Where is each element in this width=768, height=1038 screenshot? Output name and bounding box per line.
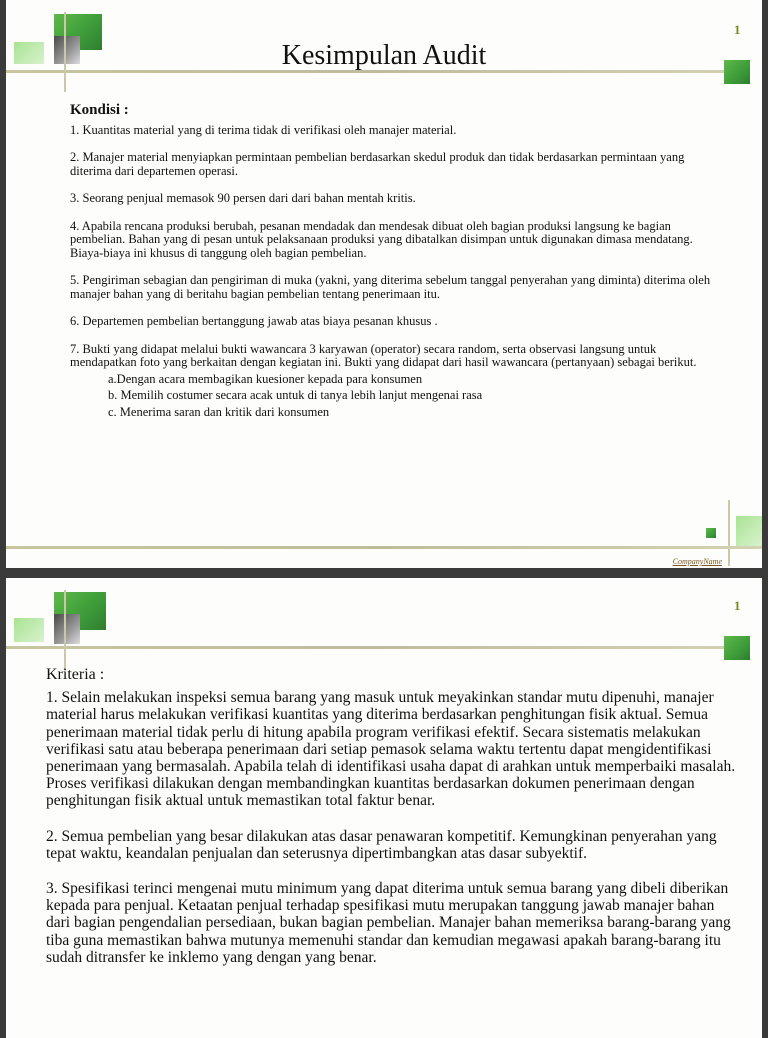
list-item: 1. Kuantitas material yang di terima tidak di verifikasi oleh manajer material.	[70, 122, 457, 137]
list-item: 6. Departemen pembelian bertanggung jawab atas biaya pesanan khusus .	[70, 314, 438, 328]
footer-rule	[6, 546, 762, 549]
page-number: 1	[734, 22, 741, 37]
decor-square-grey	[54, 614, 80, 644]
slide-kriteria	[6, 578, 762, 1038]
list-item: 5. Pengiriman sebagian dan pengiriman di muka (yakni, yang diterima sebelum tanggal penyerahan yang diminta) diterima oleh manajer bahan yang di beritahu bagian pembelian tentang penerimaan itu.	[70, 273, 711, 301]
footer-vertical-rule	[728, 500, 730, 566]
header-vertical-rule	[64, 590, 66, 670]
slide-kesimpulan-audit	[6, 0, 762, 568]
list-item: 7. Bukti yang didapat melalui bukti wawancara 3 karyawan (operator) secara random, serta observasi langsung untuk mendapatkan foto yang berkaitan dengan kegiatan ini. Bukti yang didapat dari hasil wawancara (pertanyaan) sebagai berikut.	[70, 341, 697, 369]
decor-square-bottom-light	[736, 516, 762, 546]
sub-item: a.Dengan acara membagikan kuesioner kepada para konsumen	[108, 371, 423, 386]
page-number: 1	[734, 598, 741, 613]
sub-item: b. Memilih costumer secara acak untuk di tanya lebih lanjut mengenai rasa	[108, 388, 483, 402]
list-item: 1. Selain melakukan inspeksi semua barang yang masuk untuk meyakinkan standar mutu dipenuhi, manajer material harus melakukan verifikasi kuantitas yang diterima berdasarkan penghitungan fisik aktual. Semua penerimaan material tidak perlu di hitung apabila program verifikasi efektif. Secara sistematis melakukan verifikasi satu atau beberapa penerimaan dari setiap pemasok selama waktu tertentu dapat mengidentifikasi penerimaan yang bermasalah. Apabila telah di identifikasi usaha dapat di arahkan untuk memperbaiki masalah. Proses verifikasi dilakukan dengan membandingkan kuantitas berdasarkan dokumen penerimaan dengan penghitungan fisik aktual untuk memastikan total faktur benar.	[46, 689, 736, 810]
section-heading: Kondisi :	[70, 102, 129, 118]
list-item: 3. Spesifikasi terinci mengenai mutu minimum yang dapat diterima untuk semua barang yang dibeli diberikan kepada para penjual. Ketaatan penjual terhadap spesifikasi mutu merupakan tanggung jawab manajer bahan dari bagian pengendalian persediaan, bukan bagian pembelian. Manajer bahan memeriksa barang-barang yang tiba guna memastikan bahwa mutunya memenuhi standar dan kemudian megawasi apakah barang-barang itu sudah ditransfer ke inklemo yang dengan yang benar.	[46, 880, 731, 966]
decor-square-bottom-small	[706, 528, 716, 538]
list-item: 2. Semua pembelian yang besar dilakukan atas dasar penawaran kompetitif. Kemungkinan penyerahan yang tepat waktu, keandalan penjualan dan seterusnya dipertimbangkan atas dasar subyektif.	[46, 827, 717, 862]
decor-square-right	[724, 636, 750, 660]
footer-company-name: CompanyName	[672, 557, 722, 566]
header-rule	[6, 646, 748, 649]
list-item: 2. Manajer material menyiapkan permintaan pembelian berdasarkan skedul produk dan tidak berdasarkan permintaan yang diterima dari departemen operasi.	[70, 150, 685, 178]
list-item: 3. Seorang penjual memasok 90 persen dari dari bahan mentah kritis.	[70, 191, 416, 205]
slide-body	[70, 104, 720, 422]
list-item: 4. Apabila rencana produksi berubah, pesanan mendadak dan mendesak dibuat oleh bagian produksi langsung ke bagian pembelian. Bahan yang di pesan untuk pelaksanaan produksi yang dibatalkan disimpan untuk digunakan dimasa mendatang. Biaya-biaya ini khusus di tanggung oleh bagian pembelian.	[70, 218, 693, 260]
slide-title: Kesimpulan Audit	[281, 40, 487, 71]
slide-body	[46, 666, 736, 984]
sub-item: c. Menerima saran dan kritik dari konsumen	[108, 404, 330, 419]
decor-square-light	[14, 618, 44, 642]
section-heading: Kriteria :	[46, 666, 105, 683]
